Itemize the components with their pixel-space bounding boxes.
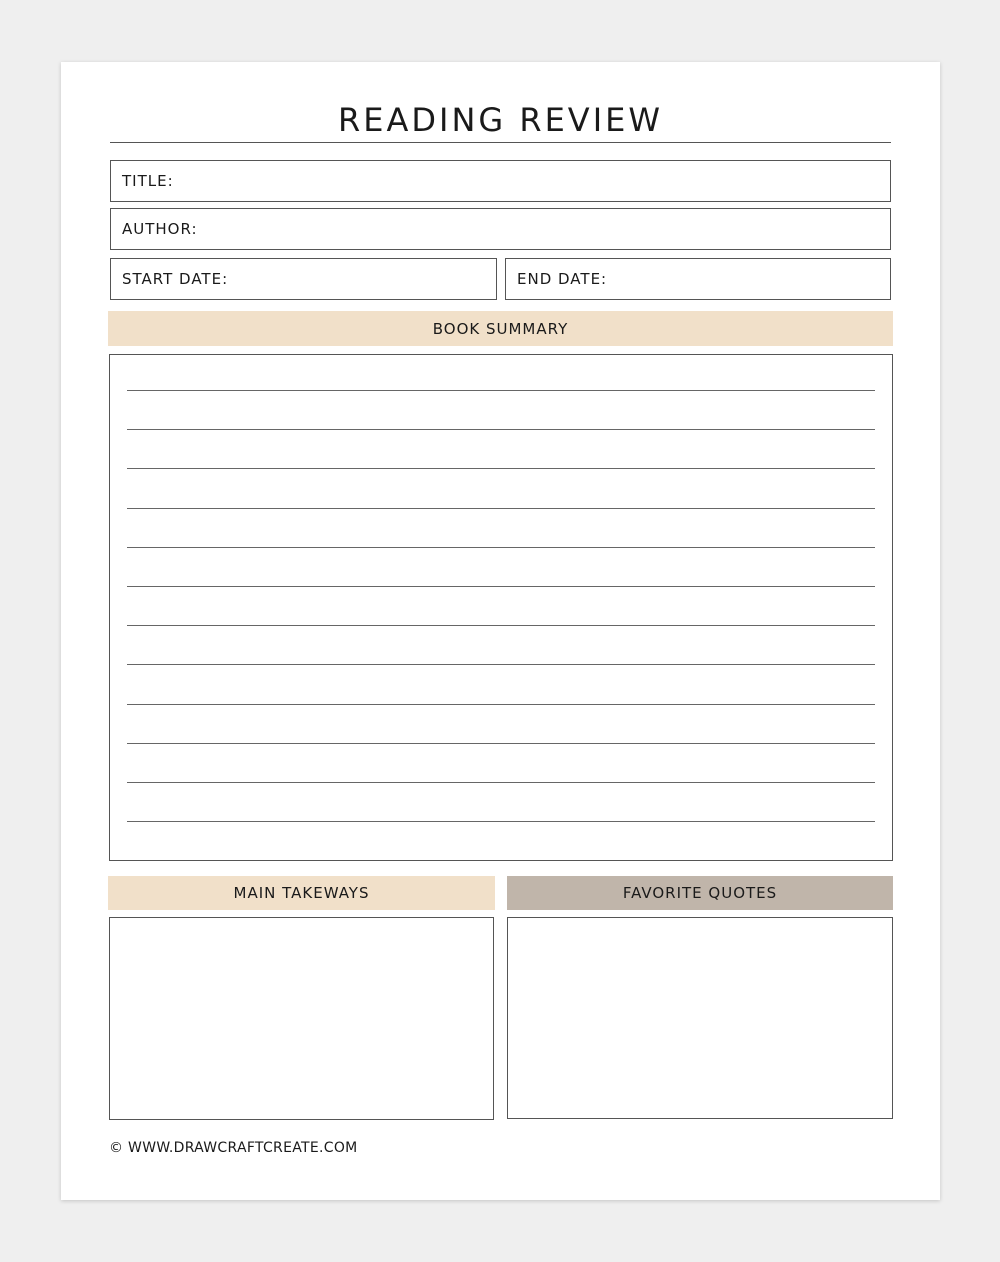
summary-writing-line: [127, 508, 875, 509]
title-divider: [110, 142, 891, 143]
favorite-quotes-header: FAVORITE QUOTES: [507, 876, 893, 910]
copyright-footer: © WWW.DRAWCRAFTCREATE.COM: [109, 1140, 358, 1156]
summary-writing-line: [127, 390, 875, 391]
favorite-quotes-box[interactable]: [507, 917, 893, 1119]
summary-writing-line: [127, 468, 875, 469]
summary-writing-line: [127, 782, 875, 783]
main-takeaways-box[interactable]: [109, 917, 494, 1120]
author-field[interactable]: [110, 208, 891, 250]
book-summary-header: BOOK SUMMARY: [108, 311, 893, 346]
page-title: READING REVIEW: [338, 101, 663, 139]
summary-writing-line: [127, 625, 875, 626]
end-date-field-label: END DATE:: [517, 270, 608, 288]
summary-writing-line: [127, 429, 875, 430]
main-takeaways-header: MAIN TAKEWAYS: [108, 876, 495, 910]
summary-writing-line: [127, 743, 875, 744]
summary-writing-line: [127, 586, 875, 587]
summary-writing-line: [127, 704, 875, 705]
summary-writing-line: [127, 821, 875, 822]
book-summary-box[interactable]: [109, 354, 893, 861]
title-field[interactable]: [110, 160, 891, 202]
summary-writing-line: [127, 664, 875, 665]
start-date-field[interactable]: [110, 258, 497, 300]
start-date-field-label: START DATE:: [122, 270, 229, 288]
author-field-label: AUTHOR:: [122, 220, 198, 238]
summary-writing-line: [127, 547, 875, 548]
title-field-label: TITLE:: [122, 172, 174, 190]
end-date-field[interactable]: [505, 258, 891, 300]
